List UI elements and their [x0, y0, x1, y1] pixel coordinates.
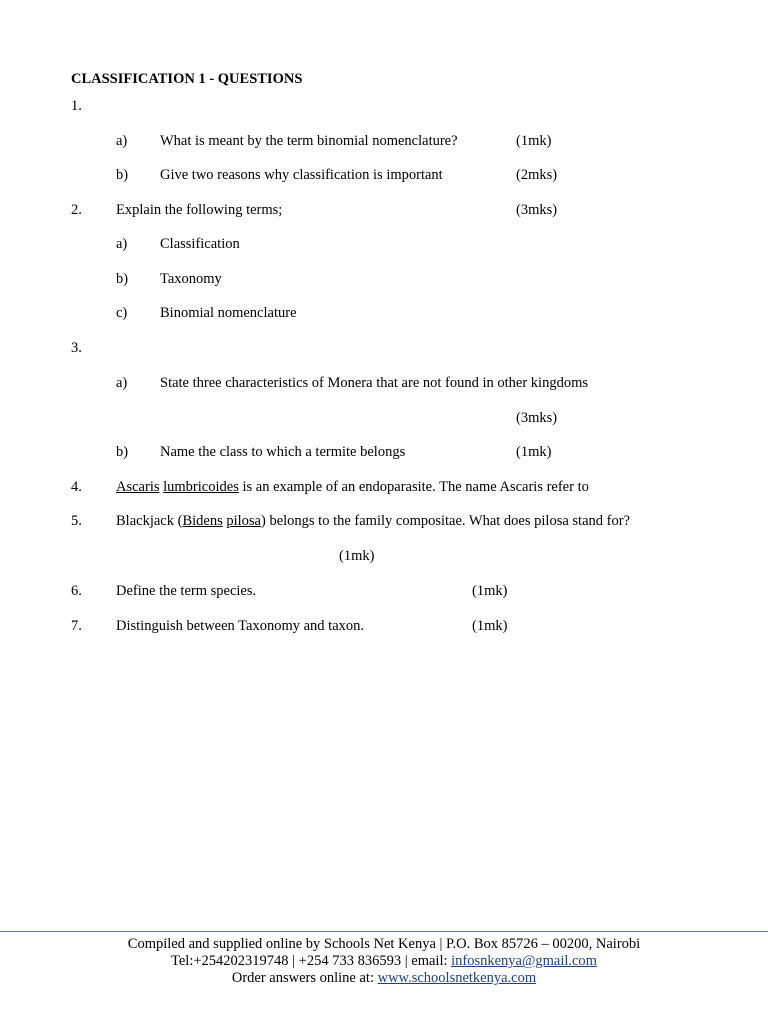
q5-marks: (1mk): [339, 548, 375, 564]
q2b-text: Taxonomy: [160, 271, 222, 287]
q1a-marks: (1mk): [516, 133, 552, 149]
q1b-text: Give two reasons why classification is important: [160, 167, 443, 183]
q2-number: 2.: [71, 202, 82, 218]
q3a-marks: (3mks): [516, 410, 558, 426]
q1a-text: What is meant by the term binomial nomenclature?: [160, 133, 458, 149]
footer-website-link[interactable]: www.schoolsnetkenya.com: [377, 970, 537, 986]
q2-marks: (3mks): [516, 202, 558, 218]
q4-rest: is an example of an endoparasite. The name Ascaris refer to: [238, 479, 589, 495]
footer-divider: [0, 931, 768, 932]
footer-contact-line: [0, 953, 768, 970]
q1b-label: b): [116, 167, 129, 183]
q2c-text: Binomial nomenclature: [160, 305, 297, 321]
q2b-label: b): [116, 271, 129, 287]
footer-order-line: [0, 970, 768, 987]
q4-genus: Ascaris: [116, 479, 160, 495]
q6-number: 6.: [71, 583, 82, 599]
q4-number: 4.: [71, 479, 82, 495]
q5-text: [116, 512, 630, 530]
footer-order-label: Order answers online at:: [231, 970, 378, 986]
footer-email-link[interactable]: infosnkenya@gmail.com: [451, 953, 597, 969]
q7-number: 7.: [71, 618, 82, 634]
q1b-marks: (2mks): [516, 167, 558, 183]
q3a-label: a): [116, 375, 128, 391]
q3a-text: State three characteristics of Monera that are not found in other kingdoms: [160, 375, 589, 391]
q2a-text: Classification: [160, 236, 240, 252]
q6-marks: (1mk): [472, 583, 508, 599]
q5-pre: Blackjack (: [116, 513, 183, 529]
q1-number: 1.: [71, 98, 82, 114]
q2c-label: c): [116, 305, 128, 321]
page-title: CLASSIFICATION 1 - QUESTIONS: [71, 71, 303, 87]
q6-text: Define the term species.: [116, 583, 257, 599]
q5-rest: ) belongs to the family compositae. What does pilosa stand for?: [260, 513, 630, 529]
q7-marks: (1mk): [472, 618, 508, 634]
q3b-marks: (1mk): [516, 444, 552, 460]
footer-compiled-line: Compiled and supplied online by Schools Net Kenya | P.O. Box 85726 – 00200, Nairobi: [127, 936, 641, 952]
q4-text: [116, 478, 589, 496]
q5-genus: Bidens: [182, 513, 223, 529]
q7-text: Distinguish between Taxonomy and taxon.: [116, 618, 365, 634]
q5-species: pilosa: [226, 513, 261, 529]
q3-number: 3.: [71, 340, 82, 356]
q2a-label: a): [116, 236, 128, 252]
q1a-label: a): [116, 133, 128, 149]
q2-text: Explain the following terms;: [116, 202, 283, 218]
q5-number: 5.: [71, 513, 82, 529]
q3b-text: Name the class to which a termite belongs: [160, 444, 406, 460]
q4-species: lumbricoides: [163, 479, 239, 495]
q3b-label: b): [116, 444, 129, 460]
footer-tel: Tel:+254202319748 | +254 733 836593 | email:: [171, 953, 452, 969]
